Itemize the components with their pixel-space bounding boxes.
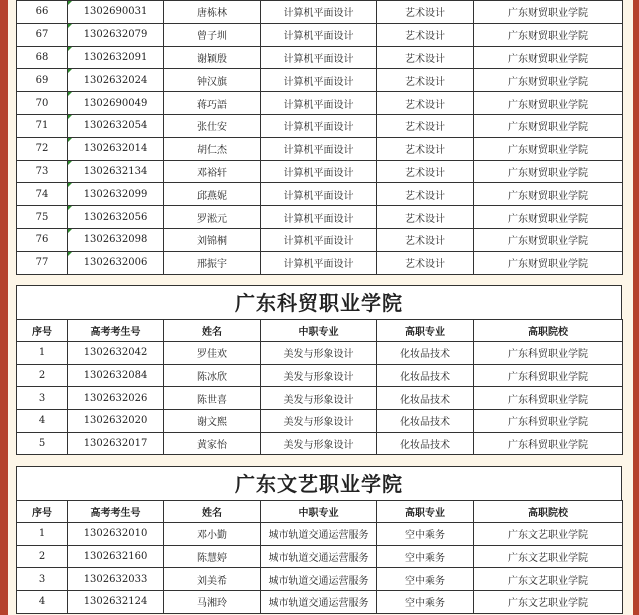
cell-index: 75 — [17, 206, 68, 229]
table-row — [17, 23, 623, 46]
cell-index: 3 — [17, 387, 68, 410]
cell-secondary-major: 计算机平面设计 — [261, 137, 377, 160]
cell-higher-major: 艺术设计 — [377, 228, 474, 251]
cell-index: 2 — [17, 364, 68, 387]
cell-index: 4 — [17, 591, 68, 614]
cell-index: 74 — [17, 183, 68, 206]
header-index: 序号 — [17, 320, 68, 342]
table-row — [17, 1, 623, 24]
table-row — [17, 228, 623, 251]
cell-secondary-major: 美发与形象设计 — [261, 342, 377, 365]
header-college: 高职院校 — [474, 320, 623, 342]
cell-secondary-major: 美发与形象设计 — [261, 410, 377, 433]
cell-index: 5 — [17, 432, 68, 455]
cell-college: 广东财贸职业学院 — [474, 1, 623, 24]
cell-index: 73 — [17, 160, 68, 183]
cell-name: 胡仁杰 — [164, 137, 261, 160]
cell-index: 76 — [17, 228, 68, 251]
cell-higher-major: 化妆品技术 — [377, 432, 474, 455]
cell-exam-number: 1302632017 — [68, 432, 164, 455]
header-index: 序号 — [17, 501, 68, 523]
cell-exam-number: 1302632014 — [68, 137, 164, 160]
table-row — [17, 523, 623, 546]
cell-higher-major: 艺术设计 — [377, 251, 474, 274]
cell-college: 广东科贸职业学院 — [474, 410, 623, 433]
cell-name: 邓裕轩 — [164, 160, 261, 183]
cell-college: 广东财贸职业学院 — [474, 183, 623, 206]
table-row — [17, 46, 623, 69]
admission-table-kemao — [16, 319, 623, 455]
page-border-right — [633, 0, 639, 615]
cell-higher-major: 艺术设计 — [377, 92, 474, 115]
cell-college: 广东财贸职业学院 — [474, 69, 623, 92]
cell-index: 66 — [17, 1, 68, 24]
cell-higher-major: 艺术设计 — [377, 23, 474, 46]
cell-secondary-major: 美发与形象设计 — [261, 432, 377, 455]
header-exam-number: 高考考生号 — [68, 320, 164, 342]
cell-college: 广东文艺职业学院 — [474, 591, 623, 614]
header-secondary-major: 中职专业 — [261, 501, 377, 523]
cell-college: 广东科贸职业学院 — [474, 342, 623, 365]
cell-higher-major: 艺术设计 — [377, 69, 474, 92]
table-row — [17, 432, 623, 455]
cell-exam-number: 1302632124 — [68, 591, 164, 614]
cell-secondary-major: 城市轨道交通运营服务 — [261, 591, 377, 614]
cell-name: 邓小勤 — [164, 523, 261, 546]
cell-exam-number: 1302632098 — [68, 228, 164, 251]
cell-index: 4 — [17, 410, 68, 433]
cell-college: 广东科贸职业学院 — [474, 387, 623, 410]
table-row — [17, 342, 623, 365]
header-name: 姓名 — [164, 501, 261, 523]
cell-name: 刘锦桐 — [164, 228, 261, 251]
header-secondary-major: 中职专业 — [261, 320, 377, 342]
cell-name: 陈世喜 — [164, 387, 261, 410]
cell-secondary-major: 计算机平面设计 — [261, 69, 377, 92]
cell-secondary-major: 计算机平面设计 — [261, 206, 377, 229]
section-caimao-continued — [16, 0, 622, 275]
cell-name: 唐栋林 — [164, 1, 261, 24]
cell-name: 陈冰欣 — [164, 364, 261, 387]
cell-secondary-major: 美发与形象设计 — [261, 387, 377, 410]
cell-college: 广东财贸职业学院 — [474, 114, 623, 137]
cell-secondary-major: 计算机平面设计 — [261, 1, 377, 24]
cell-exam-number: 1302690049 — [68, 92, 164, 115]
cell-higher-major: 艺术设计 — [377, 137, 474, 160]
cell-higher-major: 化妆品技术 — [377, 342, 474, 365]
cell-name: 钟汉旗 — [164, 69, 261, 92]
table-row — [17, 545, 623, 568]
header-college: 高职院校 — [474, 501, 623, 523]
cell-index: 69 — [17, 69, 68, 92]
cell-college: 广东财贸职业学院 — [474, 46, 623, 69]
header-name: 姓名 — [164, 320, 261, 342]
cell-higher-major: 化妆品技术 — [377, 410, 474, 433]
cell-college: 广东科贸职业学院 — [474, 364, 623, 387]
cell-name: 刘美希 — [164, 568, 261, 591]
table-row — [17, 410, 623, 433]
table-row — [17, 114, 623, 137]
cell-name: 马湘玲 — [164, 591, 261, 614]
cell-college: 广东财贸职业学院 — [474, 251, 623, 274]
table-row — [17, 69, 623, 92]
cell-college: 广东文艺职业学院 — [474, 545, 623, 568]
cell-higher-major: 艺术设计 — [377, 183, 474, 206]
cell-exam-number: 1302632099 — [68, 183, 164, 206]
cell-college: 广东财贸职业学院 — [474, 160, 623, 183]
cell-college: 广东财贸职业学院 — [474, 23, 623, 46]
header-higher-major: 高职专业 — [377, 501, 474, 523]
cell-index: 71 — [17, 114, 68, 137]
table-row — [17, 160, 623, 183]
cell-name: 蒋巧語 — [164, 92, 261, 115]
cell-exam-number: 1302632033 — [68, 568, 164, 591]
cell-exam-number: 1302632134 — [68, 160, 164, 183]
section-title: 广东文艺职业学院 — [16, 466, 622, 500]
cell-index: 3 — [17, 568, 68, 591]
cell-exam-number: 1302632079 — [68, 23, 164, 46]
table-row — [17, 591, 623, 614]
cell-college: 广东文艺职业学院 — [474, 568, 623, 591]
cell-index: 68 — [17, 46, 68, 69]
table-row — [17, 137, 623, 160]
cell-higher-major: 艺术设计 — [377, 160, 474, 183]
cell-secondary-major: 计算机平面设计 — [261, 46, 377, 69]
cell-index: 1 — [17, 523, 68, 546]
table-row — [17, 183, 623, 206]
cell-higher-major: 艺术设计 — [377, 46, 474, 69]
cell-higher-major: 艺术设计 — [377, 206, 474, 229]
table-row — [17, 92, 623, 115]
cell-exam-number: 1302632024 — [68, 69, 164, 92]
header-row — [17, 320, 623, 342]
cell-college: 广东文艺职业学院 — [474, 523, 623, 546]
table-row — [17, 364, 623, 387]
cell-index: 2 — [17, 545, 68, 568]
cell-higher-major: 化妆品技术 — [377, 387, 474, 410]
cell-exam-number: 1302632160 — [68, 545, 164, 568]
table-row — [17, 206, 623, 229]
cell-higher-major: 空中乘务 — [377, 568, 474, 591]
cell-secondary-major: 计算机平面设计 — [261, 251, 377, 274]
cell-name: 邢振宇 — [164, 251, 261, 274]
cell-name: 谢颖殷 — [164, 46, 261, 69]
cell-index: 70 — [17, 92, 68, 115]
cell-exam-number: 1302632091 — [68, 46, 164, 69]
cell-secondary-major: 城市轨道交通运营服务 — [261, 568, 377, 591]
cell-secondary-major: 计算机平面设计 — [261, 228, 377, 251]
cell-college: 广东科贸职业学院 — [474, 432, 623, 455]
cell-higher-major: 空中乘务 — [377, 523, 474, 546]
cell-college: 广东财贸职业学院 — [474, 206, 623, 229]
cell-secondary-major: 计算机平面设计 — [261, 183, 377, 206]
cell-higher-major: 空中乘务 — [377, 545, 474, 568]
cell-secondary-major: 计算机平面设计 — [261, 23, 377, 46]
cell-higher-major: 艺术设计 — [377, 114, 474, 137]
section-title: 广东科贸职业学院 — [16, 285, 622, 319]
cell-exam-number: 1302632020 — [68, 410, 164, 433]
cell-higher-major: 艺术设计 — [377, 1, 474, 24]
table-body — [17, 342, 623, 455]
cell-name: 黄家怡 — [164, 432, 261, 455]
section-wenyi — [16, 466, 622, 614]
cell-higher-major: 空中乘务 — [377, 591, 474, 614]
cell-index: 1 — [17, 342, 68, 365]
table-body — [17, 523, 623, 614]
header-higher-major: 高职专业 — [377, 320, 474, 342]
cell-secondary-major: 计算机平面设计 — [261, 114, 377, 137]
cell-exam-number: 1302690031 — [68, 1, 164, 24]
table-row — [17, 251, 623, 274]
cell-index: 77 — [17, 251, 68, 274]
admission-table-caimao — [16, 0, 623, 275]
admission-table-wenyi — [16, 500, 623, 614]
cell-name: 邱燕妮 — [164, 183, 261, 206]
cell-secondary-major: 城市轨道交通运营服务 — [261, 545, 377, 568]
cell-secondary-major: 计算机平面设计 — [261, 160, 377, 183]
cell-secondary-major: 城市轨道交通运营服务 — [261, 523, 377, 546]
cell-college: 广东财贸职业学院 — [474, 137, 623, 160]
cell-index: 72 — [17, 137, 68, 160]
cell-name: 罗淞元 — [164, 206, 261, 229]
cell-higher-major: 化妆品技术 — [377, 364, 474, 387]
cell-exam-number: 1302632042 — [68, 342, 164, 365]
table-body — [17, 1, 623, 275]
cell-exam-number: 1302632006 — [68, 251, 164, 274]
cell-name: 张仕安 — [164, 114, 261, 137]
header-exam-number: 高考考生号 — [68, 501, 164, 523]
cell-secondary-major: 美发与形象设计 — [261, 364, 377, 387]
cell-college: 广东财贸职业学院 — [474, 92, 623, 115]
cell-exam-number: 1302632084 — [68, 364, 164, 387]
section-kemao — [16, 285, 622, 455]
cell-index: 67 — [17, 23, 68, 46]
cell-exam-number: 1302632026 — [68, 387, 164, 410]
page-border-left — [0, 0, 8, 615]
cell-name: 陈慧婷 — [164, 545, 261, 568]
cell-secondary-major: 计算机平面设计 — [261, 92, 377, 115]
cell-name: 曾子圳 — [164, 23, 261, 46]
cell-exam-number: 1302632054 — [68, 114, 164, 137]
cell-name: 罗佳欢 — [164, 342, 261, 365]
table-row — [17, 568, 623, 591]
cell-exam-number: 1302632056 — [68, 206, 164, 229]
table-row — [17, 387, 623, 410]
cell-exam-number: 1302632010 — [68, 523, 164, 546]
header-row — [17, 501, 623, 523]
cell-name: 谢文熙 — [164, 410, 261, 433]
cell-college: 广东财贸职业学院 — [474, 228, 623, 251]
